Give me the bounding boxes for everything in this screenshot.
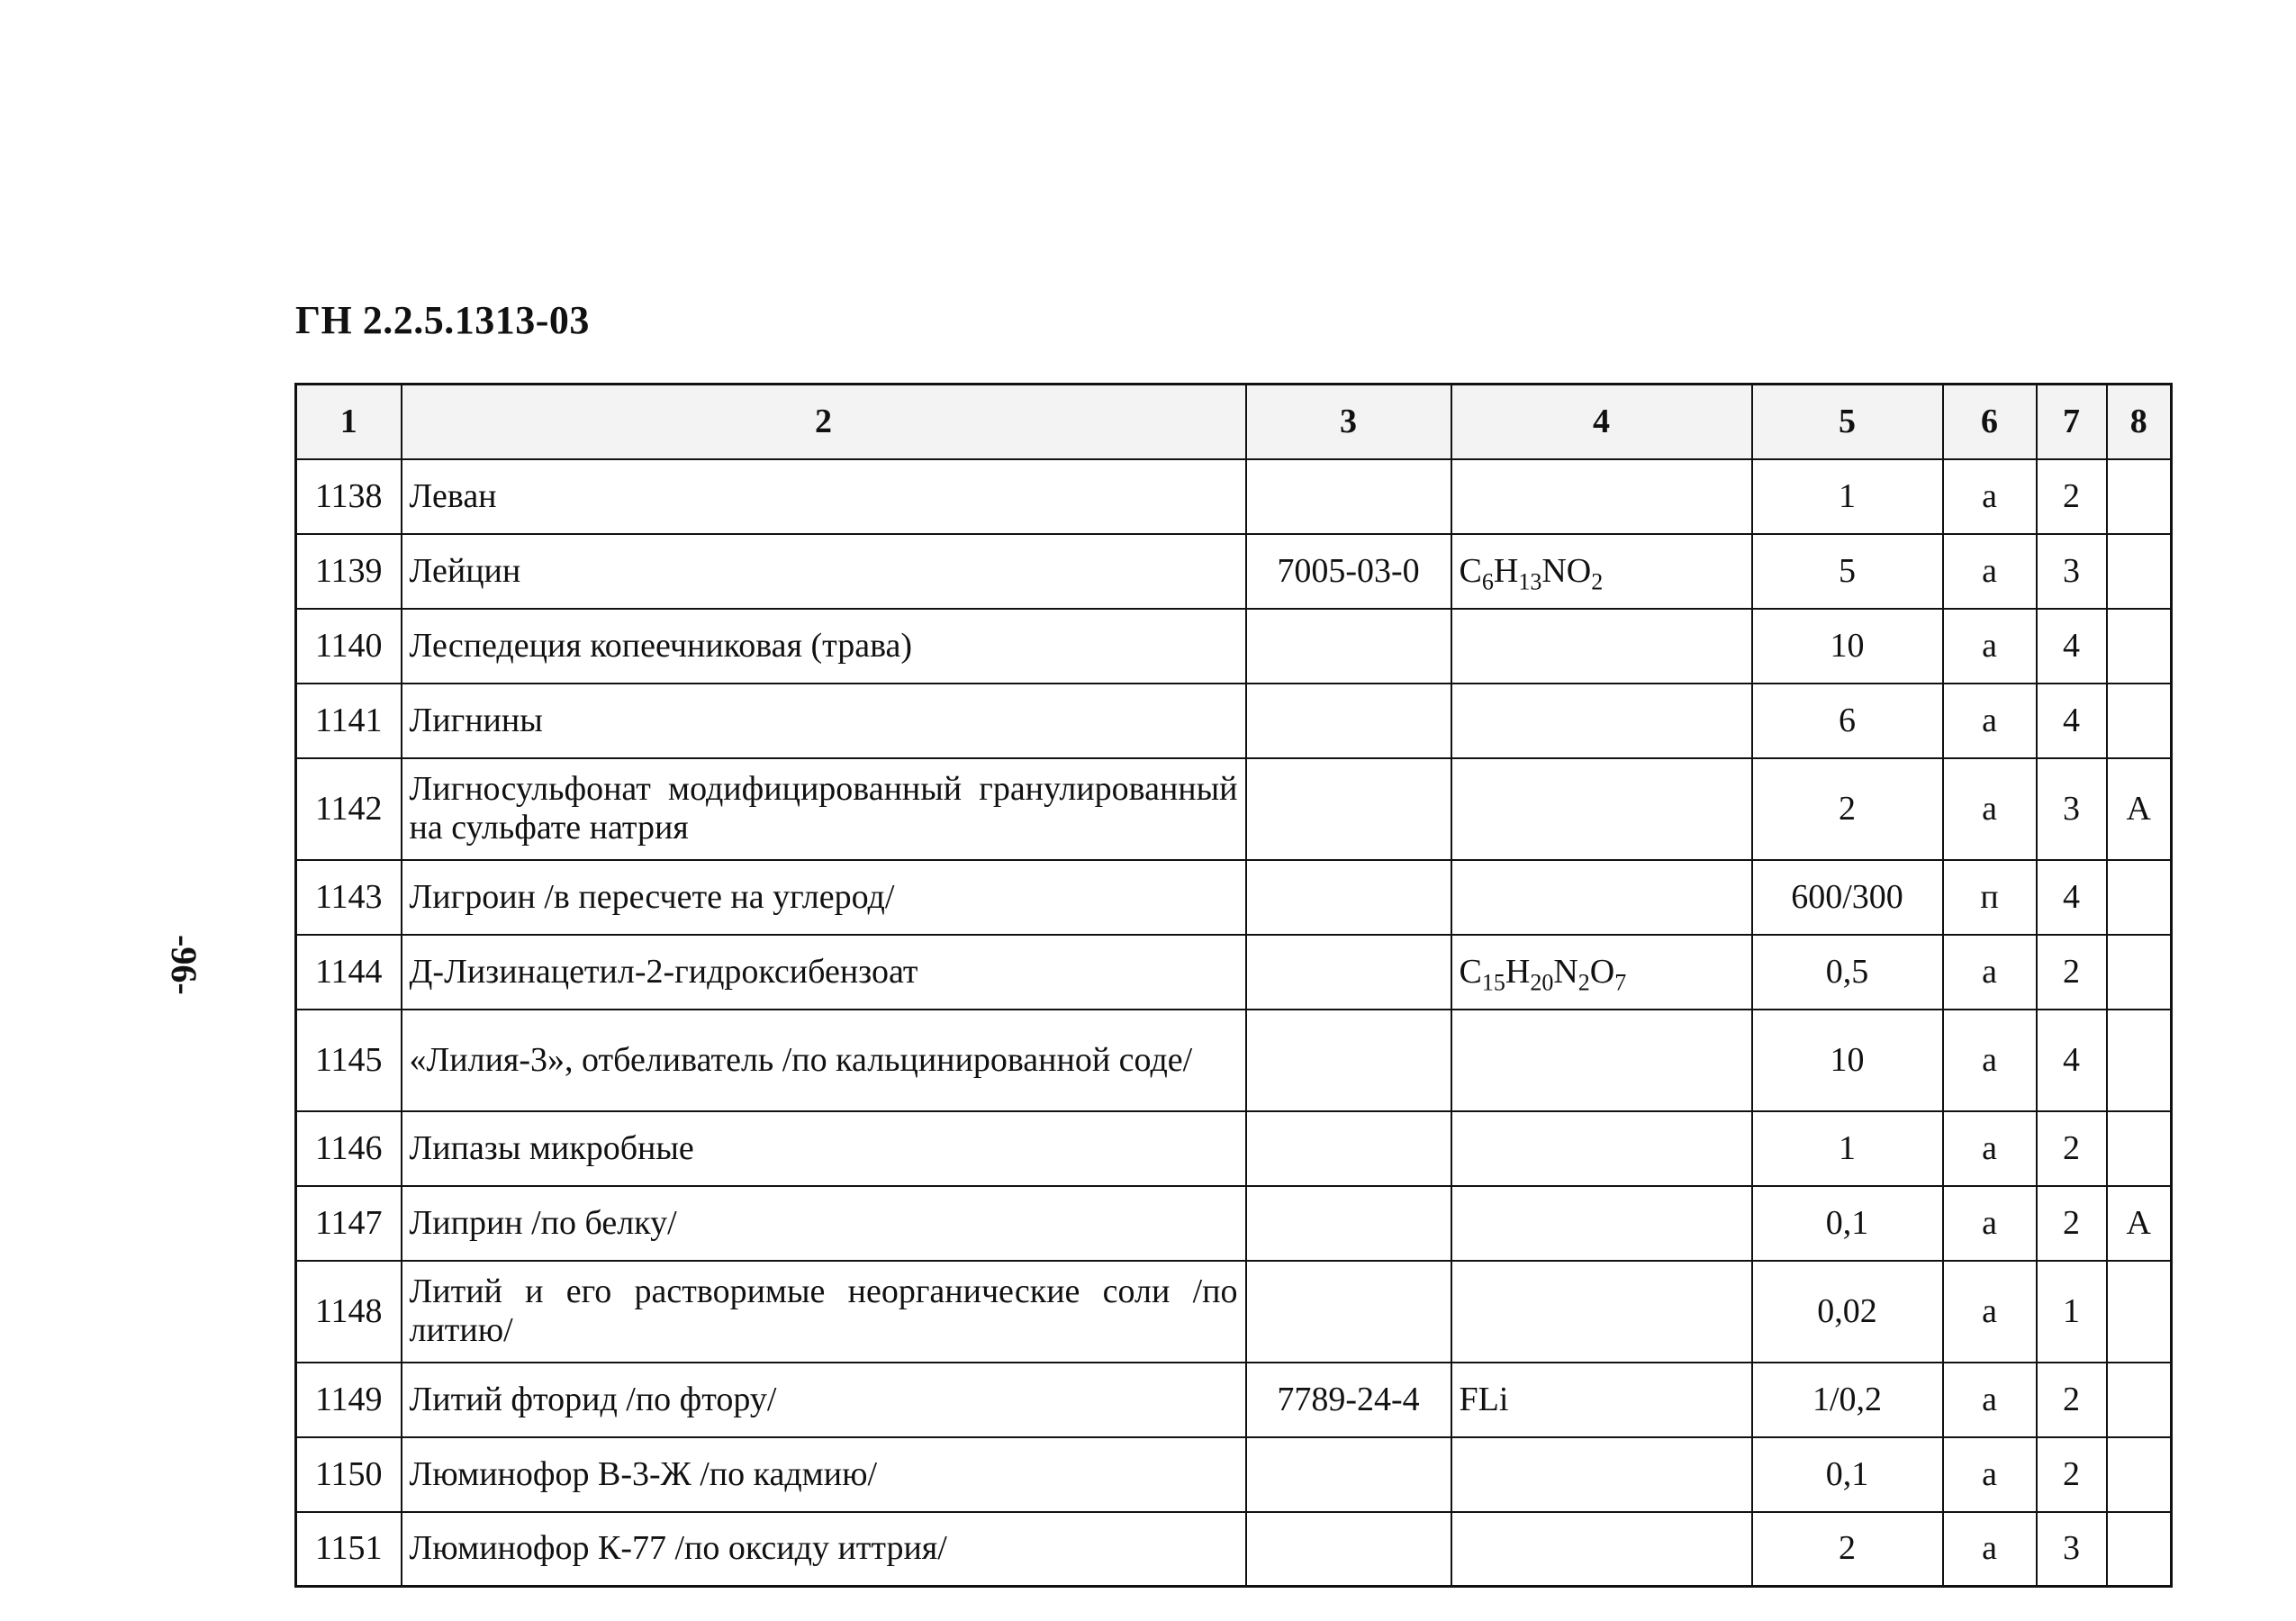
table-row [296, 1111, 2172, 1186]
cas-number-cell: 7789-24-4 [1246, 1363, 1451, 1437]
hazard-class-cell: 2 [2037, 459, 2107, 534]
column-header: 3 [1246, 385, 1451, 459]
cas-number-cell [1246, 758, 1451, 860]
row-number-cell: 1148 [296, 1261, 402, 1363]
row-number-cell: 1151 [296, 1512, 402, 1587]
column-header: 8 [2107, 385, 2172, 459]
row-number-cell: 1149 [296, 1363, 402, 1437]
substance-name-cell: Люминофор В-3-Ж /по кадмию/ [402, 1437, 1246, 1512]
aggregate-state-cell: а [1943, 1186, 2037, 1261]
formula-cell [1451, 1186, 1752, 1261]
cas-number-cell [1246, 1512, 1451, 1587]
cas-number-cell [1246, 459, 1451, 534]
substance-name-cell: Лигроин /в пересчете на углерод/ [402, 860, 1246, 935]
row-number-cell: 1143 [296, 860, 402, 935]
substance-name-cell: Леспедеция копеечниковая (трава) [402, 609, 1246, 684]
document-code: ГН 2.2.5.1313-03 [295, 298, 590, 342]
table-row [296, 1363, 2172, 1437]
aggregate-state-cell: а [1943, 609, 2037, 684]
note-cell [2107, 935, 2172, 1010]
formula-subscript: 2 [1591, 568, 1604, 595]
formula-cell [1451, 1010, 1752, 1111]
row-number-cell: 1146 [296, 1111, 402, 1186]
formula-symbol: C [1459, 952, 1482, 991]
hazard-class-cell: 4 [2037, 684, 2107, 758]
formula-symbol: O [1589, 952, 1615, 991]
table-row [296, 758, 2172, 860]
row-number-cell: 1147 [296, 1186, 402, 1261]
formula-cell [1451, 1261, 1752, 1363]
column-header: 5 [1752, 385, 1943, 459]
formula-subscript: 6 [1481, 568, 1494, 595]
note-cell [2107, 684, 2172, 758]
table-row [296, 684, 2172, 758]
note-cell [2107, 1363, 2172, 1437]
table-row [296, 860, 2172, 935]
row-number-cell: 1144 [296, 935, 402, 1010]
limit-value-cell: 2 [1752, 758, 1943, 860]
note-cell [2107, 609, 2172, 684]
substance-name-cell: Литий и его растворимые неорганические соли /по литию/ [402, 1261, 1246, 1363]
row-number-cell: 1140 [296, 609, 402, 684]
note-cell: А [2107, 758, 2172, 860]
limit-value-cell: 10 [1752, 1010, 1943, 1111]
formula-cell [1451, 1512, 1752, 1587]
table-row [296, 459, 2172, 534]
table-row [296, 1010, 2172, 1111]
formula-cell [1451, 758, 1752, 860]
row-number-cell: 1139 [296, 534, 402, 609]
table-header-row [296, 385, 2172, 459]
row-number-cell: 1138 [296, 459, 402, 534]
table-row [296, 1261, 2172, 1363]
limit-value-cell: 10 [1752, 609, 1943, 684]
limit-value-cell: 0,5 [1752, 935, 1943, 1010]
formula-cell [1451, 684, 1752, 758]
limit-value-cell: 6 [1752, 684, 1943, 758]
column-header: 4 [1451, 385, 1752, 459]
substances-table [294, 383, 2173, 1588]
table-row [296, 534, 2172, 609]
hazard-class-cell: 4 [2037, 609, 2107, 684]
note-cell [2107, 1261, 2172, 1363]
limit-value-cell: 5 [1752, 534, 1943, 609]
column-header: 1 [296, 385, 402, 459]
aggregate-state-cell: а [1943, 459, 2037, 534]
cas-number-cell [1246, 1111, 1451, 1186]
page-number: -96- [164, 935, 204, 995]
aggregate-state-cell: а [1943, 1010, 2037, 1111]
aggregate-state-cell: а [1943, 1512, 2037, 1587]
hazard-class-cell: 3 [2037, 758, 2107, 860]
hazard-class-cell: 2 [2037, 935, 2107, 1010]
cas-number-cell [1246, 1437, 1451, 1512]
table-row [296, 1437, 2172, 1512]
table-row [296, 1512, 2172, 1587]
hazard-class-cell: 4 [2037, 860, 2107, 935]
aggregate-state-cell: а [1943, 1437, 2037, 1512]
formula-cell [1451, 1437, 1752, 1512]
formula-subscript: 15 [1481, 969, 1505, 996]
aggregate-state-cell: а [1943, 684, 2037, 758]
limit-value-cell: 0,02 [1752, 1261, 1943, 1363]
aggregate-state-cell: а [1943, 1261, 2037, 1363]
note-cell [2107, 534, 2172, 609]
substance-name-cell: Литий фторид /по фтору/ [402, 1363, 1246, 1437]
row-number-cell: 1150 [296, 1437, 402, 1512]
table-row [296, 1186, 2172, 1261]
note-cell [2107, 1010, 2172, 1111]
aggregate-state-cell: а [1943, 758, 2037, 860]
formula-cell [1451, 459, 1752, 534]
limit-value-cell: 1 [1752, 459, 1943, 534]
formula-cell [1451, 935, 1752, 1010]
aggregate-state-cell: а [1943, 935, 2037, 1010]
hazard-class-cell: 2 [2037, 1186, 2107, 1261]
cas-number-cell [1246, 609, 1451, 684]
hazard-class-cell: 1 [2037, 1261, 2107, 1363]
hazard-class-cell: 3 [2037, 1512, 2107, 1587]
substance-name-cell: Леван [402, 459, 1246, 534]
substance-name-cell: Лейцин [402, 534, 1246, 609]
formula-cell [1451, 1363, 1752, 1437]
aggregate-state-cell: а [1943, 1111, 2037, 1186]
table-row [296, 609, 2172, 684]
hazard-class-cell: 2 [2037, 1437, 2107, 1512]
limit-value-cell: 1/0,2 [1752, 1363, 1943, 1437]
formula-cell [1451, 609, 1752, 684]
formula-symbol: H [1493, 551, 1519, 590]
limit-value-cell: 2 [1752, 1512, 1943, 1587]
substance-name-cell: Липрин /по белку/ [402, 1186, 1246, 1261]
hazard-class-cell: 2 [2037, 1111, 2107, 1186]
column-header: 6 [1943, 385, 2037, 459]
formula-cell [1451, 1111, 1752, 1186]
substance-name-cell: Лигносульфонат модифицированный гранулированный на сульфате натрия [402, 758, 1246, 860]
aggregate-state-cell: а [1943, 1363, 2037, 1437]
note-cell [2107, 459, 2172, 534]
limit-value-cell: 1 [1752, 1111, 1943, 1186]
formula-symbol: C [1459, 551, 1482, 590]
formula-subscript: 13 [1518, 568, 1542, 595]
row-number-cell: 1142 [296, 758, 402, 860]
substance-name-cell: Люминофор К-77 /по оксиду иттрия/ [402, 1512, 1246, 1587]
formula-symbol: NO [1541, 551, 1592, 590]
formula-subscript: 20 [1530, 969, 1554, 996]
formula-cell [1451, 534, 1752, 609]
cas-number-cell [1246, 935, 1451, 1010]
column-header: 7 [2037, 385, 2107, 459]
aggregate-state-cell: п [1943, 860, 2037, 935]
substance-name-cell: Липазы микробные [402, 1111, 1246, 1186]
formula-symbol: N [1553, 952, 1578, 991]
substance-name-cell: «Лилия-3», отбеливатель /по кальцинированной соде/ [402, 1010, 1246, 1111]
cas-number-cell [1246, 684, 1451, 758]
limit-value-cell: 0,1 [1752, 1186, 1943, 1261]
substance-name-cell: Д-Лизинацетил-2-гидроксибензоат [402, 935, 1246, 1010]
limit-value-cell: 0,1 [1752, 1437, 1943, 1512]
note-cell: А [2107, 1186, 2172, 1261]
cas-number-cell [1246, 1010, 1451, 1111]
hazard-class-cell: 2 [2037, 1363, 2107, 1437]
cas-number-cell [1246, 1186, 1451, 1261]
row-number-cell: 1145 [296, 1010, 402, 1111]
limit-value-cell: 600/300 [1752, 860, 1943, 935]
note-cell [2107, 1111, 2172, 1186]
formula-symbol: H [1505, 952, 1531, 991]
hazard-class-cell: 3 [2037, 534, 2107, 609]
cas-number-cell: 7005-03-0 [1246, 534, 1451, 609]
hazard-class-cell: 4 [2037, 1010, 2107, 1111]
formula-symbol: FLi [1459, 1380, 1509, 1418]
formula-cell [1451, 860, 1752, 935]
note-cell [2107, 860, 2172, 935]
cas-number-cell [1246, 1261, 1451, 1363]
table-row [296, 935, 2172, 1010]
note-cell [2107, 1512, 2172, 1587]
formula-subscript: 2 [1577, 969, 1590, 996]
table-body [296, 459, 2172, 1587]
substance-name-cell: Лигнины [402, 684, 1246, 758]
aggregate-state-cell: а [1943, 534, 2037, 609]
row-number-cell: 1141 [296, 684, 402, 758]
note-cell [2107, 1437, 2172, 1512]
formula-subscript: 7 [1614, 969, 1627, 996]
cas-number-cell [1246, 860, 1451, 935]
column-header: 2 [402, 385, 1246, 459]
